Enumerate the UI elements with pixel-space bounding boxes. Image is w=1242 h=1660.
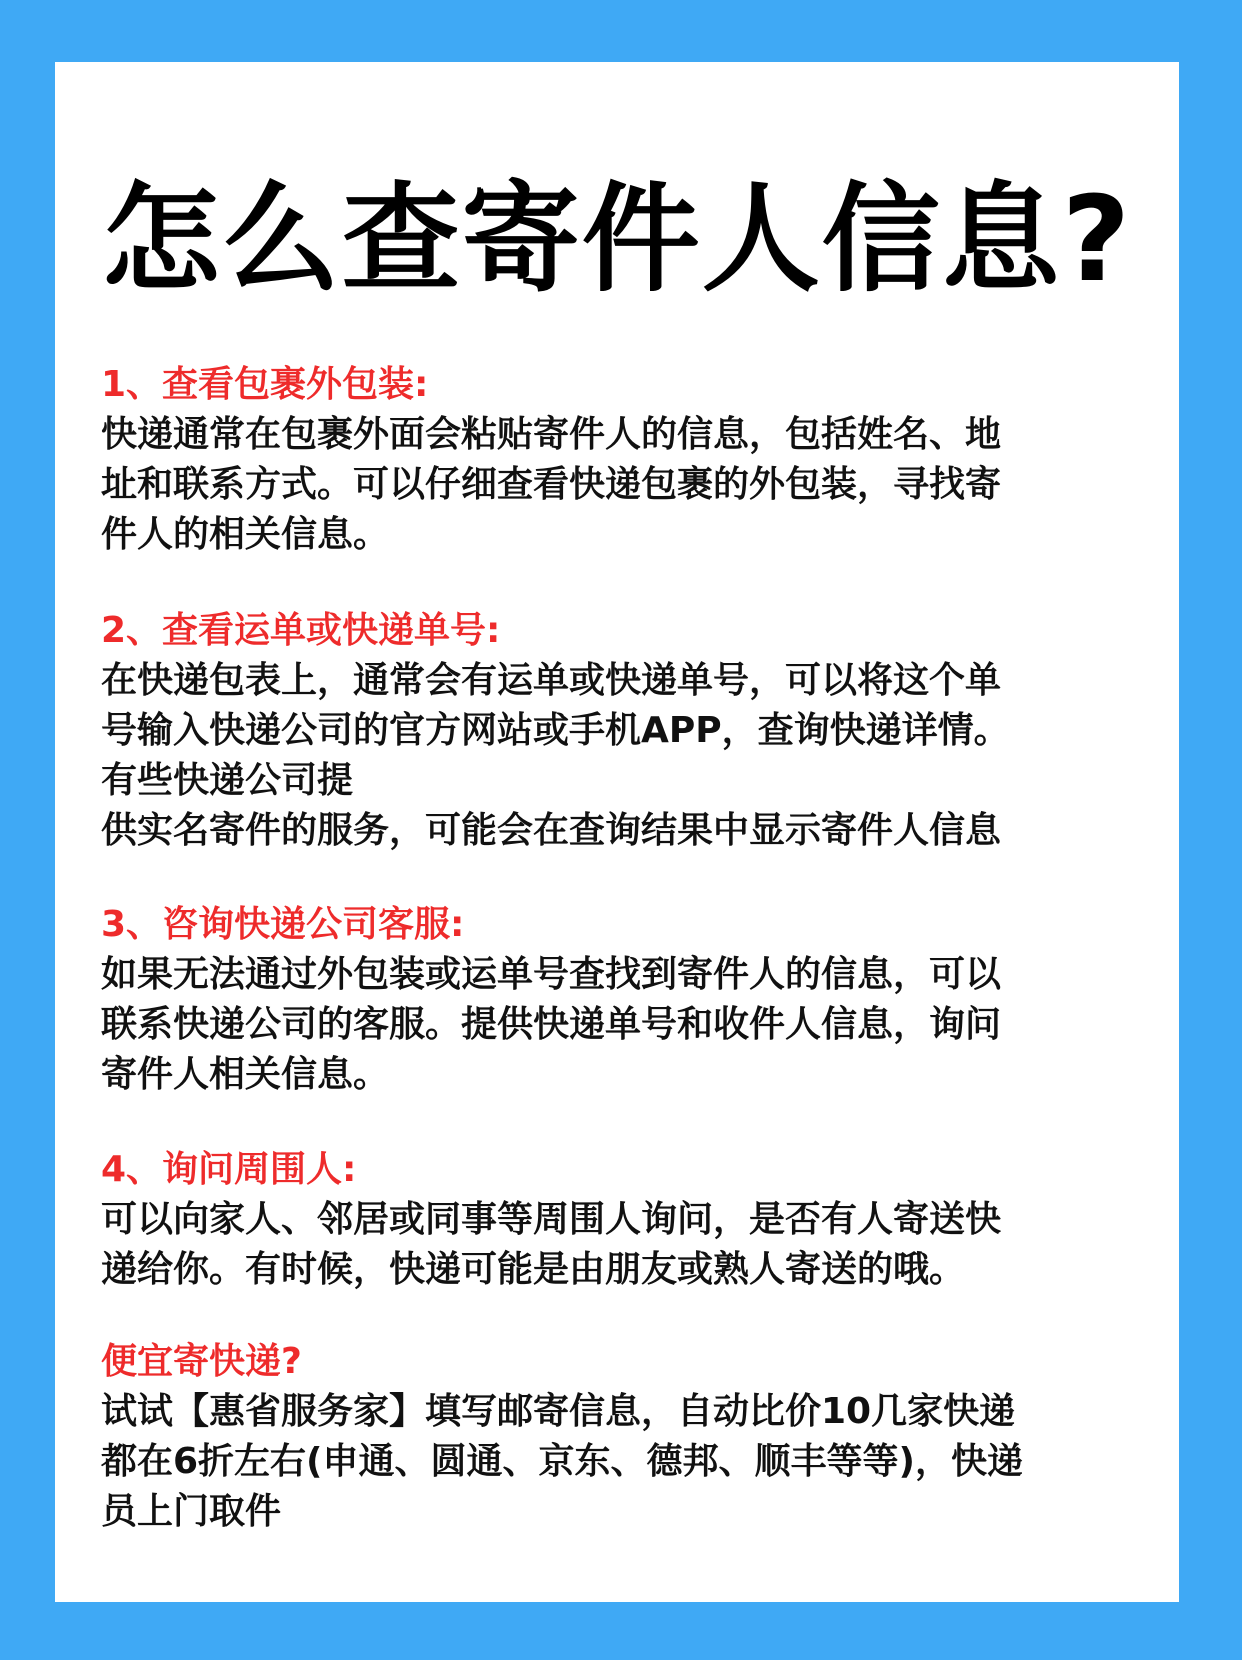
section-check-waybill [101, 606, 1141, 856]
body-line: 寄件人相关信息。 [101, 1054, 390, 1095]
body-line: 可以向家人、邻居或同事等周围人询问，是否有人寄送快 [101, 1199, 1002, 1240]
page-title: 怎么查寄件人信息? [101, 170, 1133, 308]
body-line: 供实名寄件的服务，可能会在查询结果中显示寄件人信息 [101, 810, 1002, 851]
body-line: 试试【惠省服务家】填写邮寄信息，自动比价10几家快递 [101, 1391, 1016, 1432]
body-line: 都在6折左右(申通、圆通、京东、德邦、顺丰等等)，快递 [101, 1441, 1023, 1482]
body-line: 联系快递公司的客服。提供快递单号和收件人信息，询问 [101, 1004, 1002, 1045]
body-line: 件人的相关信息。 [101, 514, 390, 555]
section-heading: 便宜寄快递? [101, 1341, 302, 1382]
content-card [55, 62, 1179, 1602]
body-line: 递给你。有时候，快递可能是由朋友或熟人寄送的哦。 [101, 1249, 966, 1290]
section-heading: 1、查看包裹外包装: [101, 364, 429, 405]
section-heading: 4、询问周围人: [101, 1149, 357, 1190]
section-body [101, 1195, 1141, 1295]
section-cheap-shipping [101, 1337, 1141, 1537]
body-line: 员上门取件 [101, 1491, 282, 1532]
body-line: 在快递包表上，通常会有运单或快递单号，可以将这个单 [101, 660, 1002, 701]
section-heading: 3、咨询快递公司客服: [101, 904, 465, 945]
body-line: 址和联系方式。可以仔细查看快递包裹的外包装，寻找寄 [101, 464, 1002, 505]
section-body [101, 1387, 1141, 1537]
body-line: 有些快递公司提 [101, 760, 354, 801]
body-line: 号输入快递公司的官方网站或手机APP，查询快递详情。 [101, 710, 1010, 751]
section-body [101, 656, 1141, 856]
body-line: 如果无法通过外包装或运单号查找到寄件人的信息，可以 [101, 954, 1002, 995]
section-body [101, 410, 1141, 560]
section-check-package [101, 360, 1141, 560]
section-body [101, 950, 1141, 1100]
section-contact-service [101, 900, 1141, 1100]
section-heading: 2、查看运单或快递单号: [101, 610, 501, 651]
body-line: 快递通常在包裹外面会粘贴寄件人的信息，包括姓名、地 [101, 414, 1002, 455]
section-ask-people [101, 1145, 1141, 1295]
